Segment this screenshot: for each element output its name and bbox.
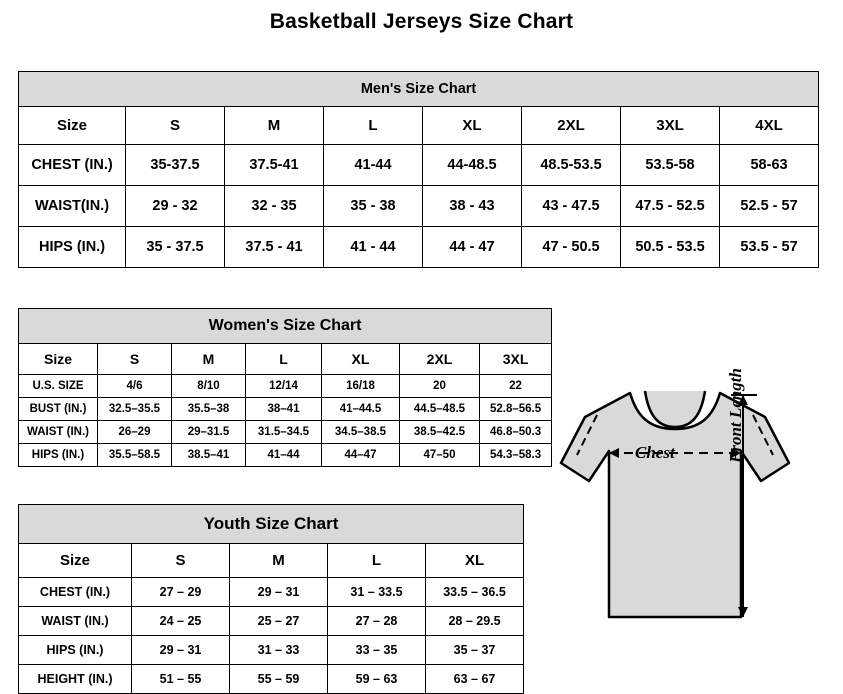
table-cell: 35.5–38 [172,398,246,421]
mens-header-cell: XL [423,107,522,145]
womens-header-cell: L [246,344,322,375]
table-cell: 44-48.5 [423,145,522,186]
table-cell: 38 - 43 [423,186,522,227]
table-cell: 37.5 - 41 [225,227,324,268]
row-label: HIPS (IN.) [19,636,132,665]
table-cell: 52.5 - 57 [720,186,819,227]
mens-chart-caption-row [19,72,819,107]
table-cell: 33 – 35 [328,636,426,665]
mens-header-cell: 3XL [621,107,720,145]
mens-header-cell: 4XL [720,107,819,145]
chest-label: Chest [635,443,675,462]
mens-chart-caption: Men's Size Chart [19,72,819,107]
table-cell: 46.8–50.3 [480,421,552,444]
table-cell: 58-63 [720,145,819,186]
row-label: CHEST (IN.) [19,578,132,607]
table-cell: 24 – 25 [132,607,230,636]
table-cell: 31 – 33 [230,636,328,665]
table-cell: 31 – 33.5 [328,578,426,607]
row-label: WAIST (IN.) [19,607,132,636]
mens-header-cell: M [225,107,324,145]
mens-table-body [19,72,819,268]
youth-table-body [19,505,524,694]
table-cell: 35-37.5 [126,145,225,186]
womens-header-cell: 3XL [480,344,552,375]
shirt-measurement-diagram [545,355,835,675]
table-cell: 41–44.5 [322,398,400,421]
table-cell: 53.5-58 [621,145,720,186]
table-cell: 32.5–35.5 [98,398,172,421]
table-cell: 37.5-41 [225,145,324,186]
youth-header-cell: M [230,544,328,578]
table-cell: 27 – 28 [328,607,426,636]
table-cell: 8/10 [172,375,246,398]
table-cell: 35.5–58.5 [98,444,172,467]
mens-header-cell: L [324,107,423,145]
row-label: BUST (IN.) [19,398,98,421]
table-cell: 29 - 32 [126,186,225,227]
table-cell: 32 - 35 [225,186,324,227]
table-cell: 63 – 67 [426,665,524,694]
table-cell: 54.3–58.3 [480,444,552,467]
table-cell: 47 - 50.5 [522,227,621,268]
table-cell: 41 - 44 [324,227,423,268]
table-cell: 51 – 55 [132,665,230,694]
mens-size-chart-table [18,71,819,268]
mens-header-cell: 2XL [522,107,621,145]
table-cell: 29 – 31 [230,578,328,607]
row-label: HEIGHT (IN.) [19,665,132,694]
table-cell: 44–47 [322,444,400,467]
table-row [19,398,552,421]
page-title: Basketball Jerseys Size Chart [269,10,574,33]
youth-header-cell: L [328,544,426,578]
table-cell: 38–41 [246,398,322,421]
womens-header-cell: 2XL [400,344,480,375]
table-cell: 34.5–38.5 [322,421,400,444]
table-cell: 38.5–42.5 [400,421,480,444]
table-cell: 41-44 [324,145,423,186]
table-cell: 41–44 [246,444,322,467]
table-row [19,444,552,467]
table-cell: 12/14 [246,375,322,398]
row-label: HIPS (IN.) [19,444,98,467]
table-cell: 53.5 - 57 [720,227,819,268]
table-cell: 22 [480,375,552,398]
shirt-collar-shape [645,391,705,427]
table-cell: 27 – 29 [132,578,230,607]
table-cell: 55 – 59 [230,665,328,694]
table-cell: 33.5 – 36.5 [426,578,524,607]
table-cell: 20 [400,375,480,398]
table-row [19,421,552,444]
womens-header-cell: M [172,344,246,375]
table-row [19,636,524,665]
row-label: U.S. SIZE [19,375,98,398]
table-cell: 48.5-53.5 [522,145,621,186]
womens-table-body [19,309,552,467]
table-cell: 29 – 31 [132,636,230,665]
womens-chart-caption: Women's Size Chart [19,309,552,344]
table-row [19,665,524,694]
womens-header-cell: Size [19,344,98,375]
youth-chart-caption: Youth Size Chart [19,505,524,544]
womens-chart-caption-row [19,309,552,344]
table-cell: 26–29 [98,421,172,444]
youth-header-cell: Size [19,544,132,578]
table-cell: 25 – 27 [230,607,328,636]
mens-header-row [19,107,819,145]
shirt-icon [545,355,835,675]
table-cell: 44.5–48.5 [400,398,480,421]
table-cell: 52.8–56.5 [480,398,552,421]
table-row [19,186,819,227]
womens-header-cell: XL [322,344,400,375]
womens-header-row [19,344,552,375]
table-cell: 47–50 [400,444,480,467]
table-cell: 16/18 [322,375,400,398]
table-row [19,375,552,398]
youth-size-chart-table [18,504,524,694]
row-label: WAIST (IN.) [19,421,98,444]
row-label: CHEST (IN.) [19,145,126,186]
mens-header-cell: S [126,107,225,145]
youth-chart-caption-row [19,505,524,544]
table-cell: 43 - 47.5 [522,186,621,227]
table-row [19,607,524,636]
youth-header-cell: XL [426,544,524,578]
row-label: HIPS (IN.) [19,227,126,268]
table-cell: 38.5–41 [172,444,246,467]
table-cell: 35 - 37.5 [126,227,225,268]
table-cell: 29–31.5 [172,421,246,444]
table-row [19,145,819,186]
womens-size-chart-table [18,308,552,467]
table-cell: 4/6 [98,375,172,398]
table-row [19,578,524,607]
table-cell: 47.5 - 52.5 [621,186,720,227]
table-cell: 31.5–34.5 [246,421,322,444]
front-length-label: Front Length [726,368,745,463]
table-cell: 28 – 29.5 [426,607,524,636]
table-row [19,227,819,268]
table-cell: 59 – 63 [328,665,426,694]
youth-header-cell: S [132,544,230,578]
table-cell: 35 - 38 [324,186,423,227]
table-cell: 50.5 - 53.5 [621,227,720,268]
table-cell: 44 - 47 [423,227,522,268]
womens-header-cell: S [98,344,172,375]
youth-header-row [19,544,524,578]
table-cell: 35 – 37 [426,636,524,665]
mens-header-cell: Size [19,107,126,145]
row-label: WAIST(IN.) [19,186,126,227]
